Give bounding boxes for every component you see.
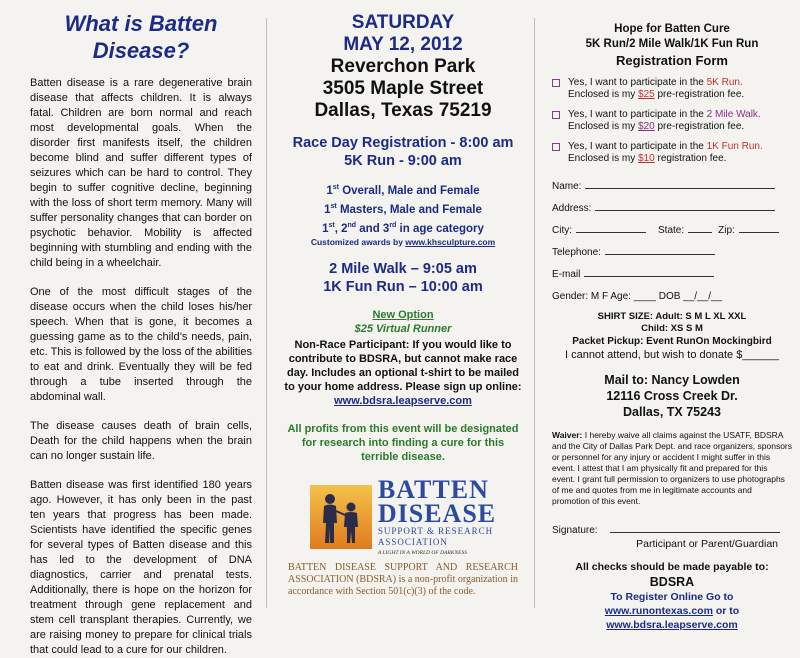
name-field[interactable]: Name: xyxy=(552,179,792,192)
waiver: Waiver: I hereby waive all claims against the USATF, BDSRA and the City of Dallas Park Dept. and race organizers, sponsors or personnel for any injury or accident I might suffer in this event. I attest that I am physically fit and prepared for this event. I grant full permission to organizers to use photographs of me and quotes from me in legitimate accounts and promotion of this event. xyxy=(552,430,793,506)
column-divider xyxy=(534,18,535,608)
about-paragraph-3: The disease causes death of brain cells, Death for the child happens when the brain can no longer sustain life. xyxy=(30,420,252,462)
org-note: BATTEN DISEASE SUPPORT AND RESEARCH ASSOCIATION (BDSRA) is a non-profit organization in accordance with Section 501(c)(3) of the code. xyxy=(288,562,518,598)
checkbox-walk[interactable] xyxy=(552,111,560,119)
address-field[interactable]: Address: xyxy=(552,201,792,214)
event-date: MAY 12, 2012 xyxy=(343,34,463,55)
logo-association: ASSOCIATION xyxy=(377,537,448,548)
registration-form xyxy=(536,0,800,631)
bdsra-link[interactable]: www.bdsra.leapserve.com xyxy=(606,619,738,631)
runontexas-link[interactable]: www.runontexas.com xyxy=(604,605,713,617)
donate-line[interactable]: I cannot attend, but wish to donate $______ xyxy=(564,349,780,361)
about-title: What is Batten Disease? xyxy=(64,11,218,63)
new-option-heading: New Option xyxy=(372,309,434,322)
telephone-field[interactable]: Telephone: xyxy=(552,245,792,258)
funrun-time: 1K Fun Run – 10:00 am xyxy=(323,279,483,296)
event-day: SATURDAY xyxy=(351,12,455,33)
packet-pickup: Packet Pickup: Event RunOn Mockingbird xyxy=(572,336,772,347)
profits-statement: All profits from this event will be designated for research into finding a cure for this terrible disease. xyxy=(287,423,519,464)
event-venue: Reverchon Park xyxy=(330,56,476,77)
logo-disease: DISEASE xyxy=(377,499,497,529)
shirt-size-child: Child: XS S M xyxy=(641,323,703,334)
walk-time: 2 Mile Walk – 9:05 am xyxy=(329,261,477,278)
gender-age-dob-field[interactable]: Gender: M F Age: ____ DOB __/__/__ xyxy=(552,291,723,302)
about-column xyxy=(0,0,266,656)
logo-batten: BATTEN xyxy=(377,475,489,505)
mail-address-1: 12116 Cross Creek Dr. xyxy=(606,389,738,403)
option-5k[interactable]: Yes, I want to participate in the 5K Run. Enclosed is my $25 pre-registration fee. xyxy=(552,77,792,101)
children-silhouette-icon xyxy=(310,485,372,549)
option-walk[interactable]: Yes, I want to participate in the 2 Mile Walk. Enclosed is my $20 pre-registration fee. xyxy=(552,109,792,133)
awards-credit: Customized awards by www.khsculpture.com xyxy=(310,237,496,248)
bdsra-logo xyxy=(282,475,524,557)
about-paragraph-4: Batten disease was first identified 180 years ago. However, it has only been in the past ten years that progress has been made. Scientists have identified the specific genes for several types of Batten disease and this has led to the development of DNA diagnostics, carrier and prenatal tests. Additionally, there is hope on the horizon for treatment through gene replacement and stem cell transplant therapies. Currently, we are raising money to prepare for clinical trials that could lead to a cure for our children. xyxy=(30,479,252,656)
about-paragraph-1: Batten disease is a rare degenerative brain disease that affects children. It is always fatal. Children are born normal and reach most developmental goals. When the disorder first manifests itself, the children become blind and suffer different types of seizures which can be hard to control. They begin to suffer cognitive decline, beginning with the loss of short term memory. Many will suffer personality changes that can border on psychotic behavior. Mobility is affected beginning with stumbling and ending with the child being in a wheelchair. xyxy=(30,77,252,269)
form-title: Registration Form xyxy=(616,53,728,68)
register-links: www.runontexas.com or to xyxy=(604,605,740,617)
option-funrun[interactable]: Yes, I want to participate in the 1K Fun Run. Enclosed is my $10 registration fee. xyxy=(552,141,792,165)
about-paragraph-2: One of the most difficult stages of the disease occurs when the child loses his/her speech. When that is gone, it becomes a guessing game as to the child’s needs, pain, etc. This is followed by the loss of the abilities to eat and drink. Eventually they will be fed through a tube inserted through the abdominal wall. xyxy=(30,286,252,403)
form-header-2: 5K Run/2 Mile Walk/1K Fun Run xyxy=(585,38,759,50)
checks-payable: All checks should be made payable to: xyxy=(575,561,769,573)
form-header-1: Hope for Batten Cure xyxy=(614,23,730,35)
event-column xyxy=(268,0,532,619)
award-overall: 1st Overall, Male and Female xyxy=(326,184,480,197)
event-street: 3505 Maple Street xyxy=(322,78,484,99)
mail-address-2: Dallas, TX 75243 xyxy=(623,405,721,419)
city-state-zip-field[interactable]: City: State: Zip: xyxy=(552,223,792,236)
mail-to: Mail to: Nancy Lowden xyxy=(604,373,740,387)
award-masters: 1st Masters, Male and Female xyxy=(324,202,482,216)
award-age-category: 1st, 2nd and 3rd in age category xyxy=(322,221,484,235)
awards-credit-link[interactable]: www.khsculpture.com xyxy=(405,237,496,248)
race-day-registration: Race Day Registration - 8:00 am xyxy=(292,135,514,151)
email-field[interactable]: E-mail xyxy=(552,267,792,280)
signature-caption: Participant or Parent/Guardian xyxy=(636,538,778,550)
logo-support-research: SUPPORT & RESEARCH xyxy=(377,526,494,537)
virtual-runner: $25 Virtual Runner xyxy=(354,323,452,336)
signup-link[interactable]: www.bdsra.leapserve.com xyxy=(334,395,472,408)
signature-field[interactable]: Signature: xyxy=(552,523,792,536)
nonrace-text: Non-Race Participant: If you would like to contribute to BDSRA, but cannot make race day. Includes an optional t-shirt to be mailed to your home address. Please sign up online: xyxy=(284,339,522,394)
checkbox-funrun[interactable] xyxy=(552,143,560,151)
event-city: Dallas, Texas 75219 xyxy=(314,100,492,121)
checkbox-5k[interactable] xyxy=(552,79,560,87)
column-divider xyxy=(266,18,267,608)
logo-tagline: A LIGHT IN A WORLD OF DARKNESS xyxy=(377,550,467,557)
register-online: To Register Online Go to xyxy=(610,591,734,603)
shirt-size-adult: SHIRT SIZE: Adult: S M L XL XXL xyxy=(597,311,747,322)
payee: BDSRA xyxy=(649,575,695,589)
run-5k-time: 5K Run - 9:00 am xyxy=(344,153,462,169)
